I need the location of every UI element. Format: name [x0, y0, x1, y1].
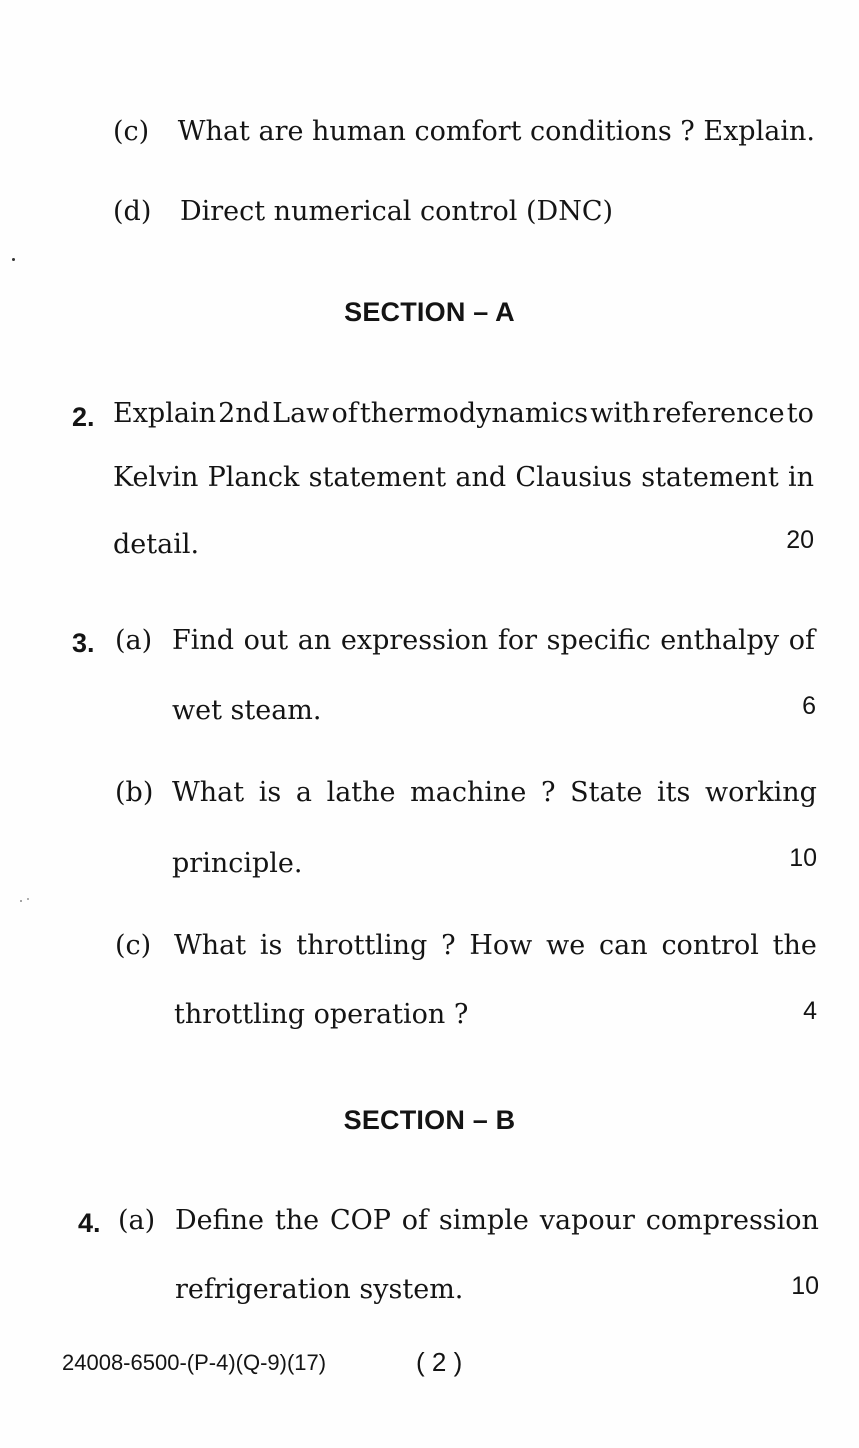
- word: of: [331, 398, 358, 429]
- word: Clausius: [515, 462, 632, 493]
- word: Kelvin: [113, 462, 199, 493]
- word: Explain: [113, 398, 216, 429]
- word: How: [469, 930, 533, 961]
- q3c-label: (c): [115, 930, 152, 961]
- word: and: [455, 462, 507, 493]
- word: of: [401, 1205, 429, 1236]
- question-number-3: 3.: [72, 628, 95, 658]
- word: COP: [329, 1205, 391, 1236]
- word: simple: [438, 1205, 529, 1236]
- page-number: ( 2 ): [416, 1347, 463, 1377]
- word: the: [772, 930, 817, 961]
- q3a-line-1: [172, 625, 815, 656]
- word: its: [657, 777, 691, 808]
- item-label: (d): [113, 196, 152, 227]
- section-a-heading: SECTION – A: [344, 297, 515, 327]
- word: for: [497, 625, 538, 656]
- q3b-label: (b): [115, 777, 154, 808]
- word: compression: [645, 1205, 819, 1236]
- q3b-marks: 10: [789, 844, 817, 872]
- word: vapour: [539, 1205, 635, 1236]
- word: is: [258, 777, 282, 808]
- q4a-line-1: [175, 1205, 819, 1236]
- q3c-line-1: [174, 930, 817, 961]
- item-prev-d: [113, 196, 613, 227]
- word: out: [243, 625, 289, 656]
- word: Planck: [207, 462, 300, 493]
- item-prev-c: [113, 116, 815, 147]
- word: thermodynamics: [359, 398, 589, 429]
- q3b-line-2: principle.: [172, 848, 303, 879]
- q2-line-3: detail.: [113, 529, 200, 560]
- q4a-marks: 10: [791, 1272, 819, 1300]
- word: in: [787, 462, 814, 493]
- word: of: [788, 625, 815, 656]
- q4a-line-2: refrigeration system.: [175, 1274, 464, 1305]
- question-number-2: 2.: [72, 402, 95, 432]
- word: What: [172, 777, 245, 808]
- q3a-marks: 6: [802, 692, 816, 720]
- q2-line-1: [113, 398, 814, 429]
- q3b-line-1: [172, 777, 817, 808]
- word: Find: [172, 625, 235, 656]
- word: can: [599, 930, 648, 961]
- word: a: [295, 777, 312, 808]
- section-b-heading: SECTION – B: [343, 1105, 516, 1135]
- word: Define: [175, 1205, 265, 1236]
- q2-marks: 20: [786, 526, 814, 554]
- word: Law: [272, 398, 330, 429]
- word: lathe: [326, 777, 396, 808]
- word: throttling: [296, 930, 428, 961]
- word: expression: [340, 625, 489, 656]
- q3c-line-2: throttling operation ?: [174, 999, 469, 1030]
- q2-line-2: [113, 462, 814, 493]
- word: statement: [641, 462, 779, 493]
- word: machine: [410, 777, 527, 808]
- item-label: (c): [113, 116, 150, 147]
- scan-speck: [27, 898, 29, 900]
- q4a-label: (a): [118, 1205, 156, 1236]
- word: ?: [541, 777, 556, 808]
- word: we: [546, 930, 586, 961]
- q3a-line-2: wet steam.: [172, 695, 322, 726]
- word: 2nd: [218, 398, 270, 429]
- scan-speck: [12, 258, 15, 261]
- word: enthalpy: [660, 625, 780, 656]
- word: an: [297, 625, 332, 656]
- word: to: [786, 398, 814, 429]
- word: the: [274, 1205, 320, 1236]
- item-text: Direct numerical control (DNC): [179, 196, 614, 227]
- word: State: [570, 777, 643, 808]
- q3c-marks: 4: [803, 997, 817, 1025]
- question-number-4: 4.: [78, 1208, 101, 1238]
- word: ?: [441, 930, 456, 961]
- word: control: [661, 930, 759, 961]
- q3a-label: (a): [115, 625, 153, 656]
- word: statement: [308, 462, 447, 493]
- word: specific: [546, 625, 651, 656]
- word: working: [704, 777, 817, 808]
- word: What: [174, 930, 247, 961]
- word: reference: [652, 398, 785, 429]
- word: with: [590, 398, 651, 429]
- word: is: [259, 930, 283, 961]
- scan-speck: [20, 900, 22, 902]
- item-text: What are human comfort conditions ? Explain.: [177, 116, 815, 147]
- paper-code: 24008-6500-(P-4)(Q-9)(17): [62, 1350, 327, 1375]
